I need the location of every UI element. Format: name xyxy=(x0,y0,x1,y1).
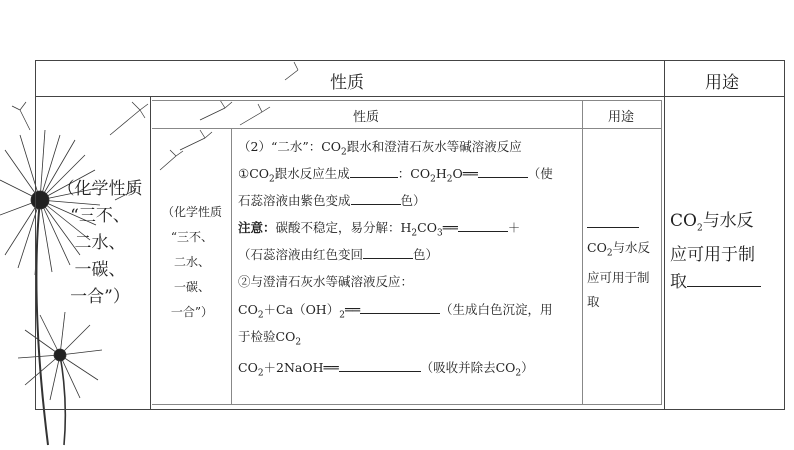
blank-naoh xyxy=(339,371,421,372)
blank-decompose xyxy=(458,231,508,232)
inner-left-line-3: 二水、 xyxy=(173,255,210,269)
inner-header-properties: 性质 xyxy=(353,110,380,125)
inner-usage-line-2: 应可用于制 xyxy=(587,269,650,285)
blank-limewater xyxy=(360,313,440,314)
inner-usage-line-3: 取 xyxy=(587,293,600,309)
inner-usage-divider xyxy=(582,100,583,404)
row-8: 于检验$CO_2$ xyxy=(238,329,302,348)
blank-equation xyxy=(478,177,528,178)
outer-header-divider xyxy=(35,96,785,97)
outer-header-usage: 用途 xyxy=(705,73,739,93)
outer-left-label xyxy=(48,176,152,311)
inner-left-label xyxy=(155,200,229,325)
usage-line-3: 取 xyxy=(670,272,687,293)
row-9: $CO_2+2NaOH══$ （吸收并除去$CO_2$） xyxy=(238,360,534,379)
usage-line-2: 应可用于制 xyxy=(670,245,755,266)
outer-left-line-3: 二水、 xyxy=(74,233,126,253)
outer-left-line-4: 一碳、 xyxy=(74,260,126,280)
inner-usage-blank xyxy=(587,227,639,228)
usage-blank xyxy=(687,286,761,287)
outer-header-properties: 性质 xyxy=(330,73,364,93)
inner-top-border xyxy=(152,100,662,101)
row-5: （石蕊溶液由红色变回 色） xyxy=(238,247,439,262)
inner-left-line-5: 一合”） xyxy=(170,305,214,319)
row-4: 注意：碳酸不稳定，易分解：$H_2CO_3══$ ＋ xyxy=(238,220,521,239)
outer-left-line-1: （化学性质 xyxy=(57,179,143,199)
inner-left-line-4: 一碳、 xyxy=(173,280,210,294)
inner-left-divider xyxy=(231,128,232,404)
inner-header-usage: 用途 xyxy=(608,110,635,125)
row-1: （2）“二水”：$CO_2$跟水和澄清石灰水等碱溶液反应 xyxy=(238,139,522,158)
note-label: 注意： xyxy=(238,220,276,235)
outer-left-line-5: 一合”） xyxy=(70,287,130,307)
row-6: ②与澄清石灰水等碱溶液反应： xyxy=(238,274,414,289)
row-7: $CO_2+Ca(OH)_2══$ （生成白色沉淀，用 xyxy=(238,302,553,321)
blank-color-1 xyxy=(351,204,401,205)
row-2: $①CO_2$跟水反应生成 ：$CO_2H_2O══$ （使 xyxy=(238,166,553,185)
outer-usage-text: $CO_2$与水反 应可用于制 取 xyxy=(670,208,782,296)
inner-usage-text: $CO_2$与水反 应可用于制 取 xyxy=(587,212,659,314)
inner-left-line-2: “三不、 xyxy=(170,230,214,244)
row-3: 石蕊溶液由紫色变成 色） xyxy=(238,193,426,208)
blank-product xyxy=(350,177,398,178)
inner-left-line-1: （化学性质 xyxy=(161,205,222,219)
outer-left-line-2: “三不、 xyxy=(70,206,130,226)
inner-right-border xyxy=(661,100,662,404)
inner-bottom-border xyxy=(152,404,662,405)
inner-header-divider xyxy=(152,128,662,129)
usage-co: CO xyxy=(670,211,697,231)
outer-col-divider xyxy=(664,60,665,410)
blank-color-2 xyxy=(363,258,413,259)
